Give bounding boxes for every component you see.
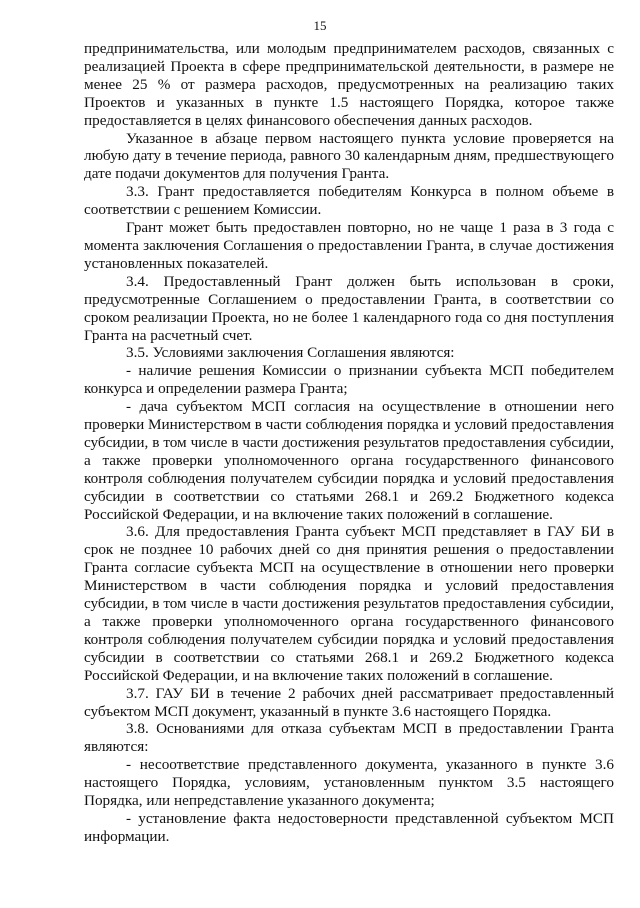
paragraph-3-3: 3.3. Грант предоставляется победителям Конкурса в полном объеме в соответствии с решением Комиссии. — [84, 183, 614, 219]
paragraph-3-5: 3.5. Условиями заключения Соглашения являются: — [126, 344, 455, 362]
paragraph-3-7: 3.7. ГАУ БИ в течение 2 рабочих дней рассматривает предоставленный субъектом МСП документ, указанный в пункте 3.6 настоящего Порядка. — [84, 684, 614, 720]
list-item-nonconformity: - несоответствие представленного документа, указанного в пункте 3.6 настоящего Порядка, условиям, установленным пунктом 3.5 настоящего Порядка, или непредставление указанного документа; — [84, 756, 614, 810]
paragraph-grant-repeat: Грант может быть предоставлен повторно, но не чаще 1 раза в 3 года с момента заключения Соглашения о предоставлении Гранта, в случае достижения установленных показателей. — [84, 219, 614, 272]
paragraph-3-6: 3.6. Для предоставления Гранта субъект МСП представляет в ГАУ БИ в срок не позднее 10 рабочих дней со дня принятия решения о предоставлении Гранта согласие субъекта МСП на осуществление в отношении него проверки Министерством в части соблюдения порядка и условий предоставления субсидии, в том числе в части достижения результатов предоставления субсидии, а также проверки уполномоченного органа государственного финансового контроля соблюдения получателем субсидии порядка и условий предоставления субсидии в соответствии со статьями 268.1 и 269.2 Бюджетного кодекса Российской Федерации, и на включение таких положений в соглашение. — [84, 523, 614, 684]
paragraph-3-8: 3.8. Основаниями для отказа субъектам МСП в предоставлении Гранта являются: — [84, 720, 614, 756]
paragraph-continuation: предпринимательства, или молодым предпринимателем расходов, связанных с реализацией Проекта в сфере предпринимательской деятельности, в размере не менее 25 % от размера расходов, предусмотренных на реализацию таких Проектов и указанных в пункте 1.5 настоящего Порядка, которое также предоставляется в целях финансового обеспечения данных расходов. — [84, 40, 614, 129]
list-item-commission-decision: - наличие решения Комиссии о признании субъекта МСП победителем конкурса и определении размера Гранта; — [84, 362, 614, 398]
list-item-false-info: - установление факта недостоверности представленной субъектом МСП информации. — [84, 809, 614, 845]
page-number: 15 — [313, 18, 327, 33]
document-body — [84, 40, 614, 846]
paragraph-3-4: 3.4. Предоставленный Грант должен быть использован в сроки, предусмотренные Соглашением о предоставлении Гранта, в соответствии со сроком реализации Проекта, но не более 1 календарного года со дня поступления Гранта на расчетный счет. — [84, 272, 614, 344]
paragraph-condition-check: Указанное в абзаце первом настоящего пункта условие проверяется на любую дату в течение периода, равного 30 календарным дням, предшествующего дате подачи документов для получения Гранта. — [84, 129, 614, 183]
list-item-consent: - дача субъектом МСП согласия на осуществление в отношении него проверки Министерством в части соблюдения порядка и условий предоставления субсидии, в том числе в части достижения результатов предоставления субсидии, а также проверки уполномоченного органа государственного финансового контроля соблюдения получателем субсидии порядка и условий предоставления субсидии в соответствии со статьями 268.1 и 269.2 Бюджетного кодекса Российской Федерации, и на включение таких положений в соглашение. — [84, 398, 614, 523]
